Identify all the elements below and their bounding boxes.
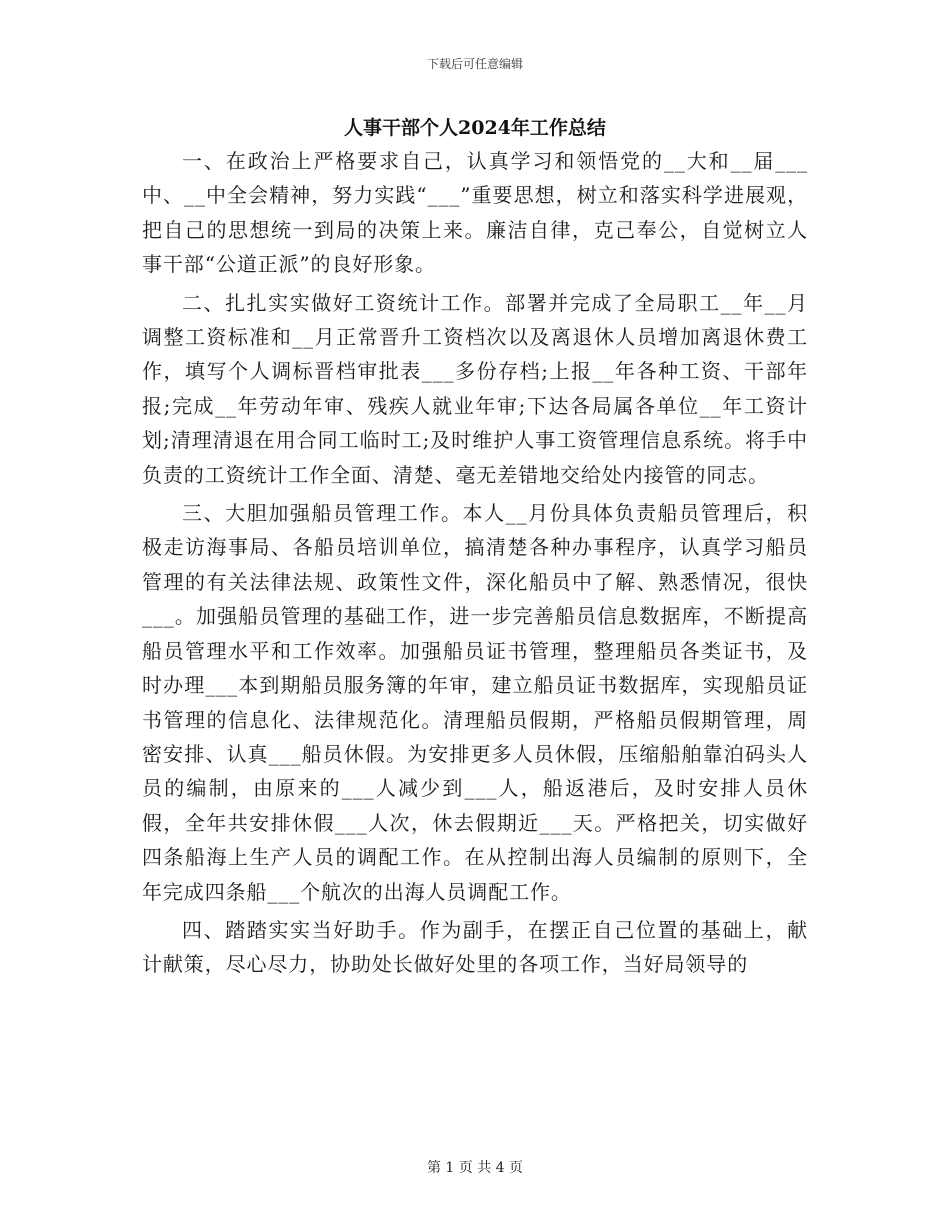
document-body xyxy=(142,144,808,986)
document-title: 人事干部个人2024年工作总结 xyxy=(344,117,606,139)
paragraph-crew-management: 三、大胆加强船员管理工作。本人__月份具体负责船员管理后，积极走访海事局、各船员培训单位，搞清楚各种办事程序，认真学习船员管理的有关法律法规、政策性文件，深化船员中了解、熟悉情况，很快___。加强船员管理的基础工作，进一步完善船员信息数据库，不断提高船员管理水平和工作效率。加强船员证书管理，整理船员各类证书，及时办理___本到期船员服务簿的年审，建立船员证书数据库，实现船员证书管理的信息化、法律规范化。清理船员假期，严格船员假期管理，周密安排、认真___船员休假。为安排更多人员休假，压缩船舶靠泊码头人员的编制，由原来的___人减少到___人，船返港后，及时安排人员休假，全年共安排休假___人次，休去假期近___天。严格把关，切实做好四条船海上生产人员的调配工作。在从控制出海人员编制的原则下，全年完成四条船___个航次的出海人员调配工作。 xyxy=(142,501,808,904)
page-number: 第 1 页 共 4 页 xyxy=(426,1160,524,1176)
page-header-note: 下载后可任意编辑 xyxy=(426,57,523,71)
paragraph-assistant-role: 四、踏踏实实当好助手。作为副手，在摆正自己位置的基础上，献计献策，尽心尽力，协助处长做好处里的各项工作，当好局领导的 xyxy=(142,917,808,977)
paragraph-wage-statistics: 二、扎扎实实做好工资统计工作。部署并完成了全局职工__年__月调整工资标准和__月正常晋升工资档次以及离退休人员增加离退休费工作，填写个人调标晋档审批表___多份存档;上报__年各种工资、干部年报;完成__年劳动年审、残疾人就业年审;下达各局属各单位__年工资计划;清理清退在用合同工临时工;及时维护人事工资管理信息系统。将手中负责的工资统计工作全面、清楚、毫无差错地交给处内接管的同志。 xyxy=(142,290,808,487)
paragraph-politics: 一、在政治上严格要求自己，认真学习和领悟党的__大和__届___中、__中全会精神，努力实践“___”重要思想，树立和落实科学进展观，把自己的思想统一到局的决策上来。廉洁自律，克己奉公，自觉树立人事干部“公道正派”的良好形象。 xyxy=(142,149,808,277)
